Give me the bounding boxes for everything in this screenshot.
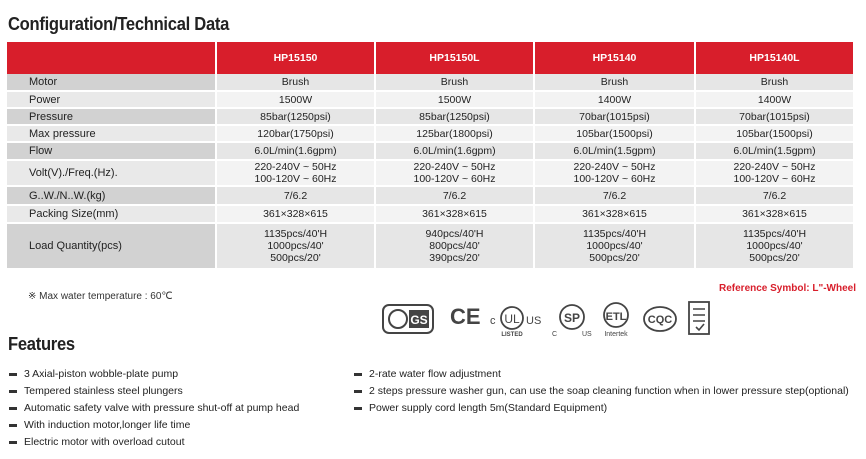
header-blank bbox=[7, 42, 216, 74]
spec-cell-line: 500pcs/20' bbox=[749, 252, 800, 264]
spec-row-label: Motor bbox=[7, 74, 216, 91]
feature-item bbox=[354, 400, 849, 417]
feature-text: Power supply cord length 5m(Standard Equipment) bbox=[369, 402, 608, 414]
spec-cell-line: 800pcs/40' bbox=[429, 240, 480, 252]
spec-cell-line: 500pcs/20' bbox=[589, 252, 640, 264]
spec-cell bbox=[695, 125, 854, 142]
svg-text:GS: GS bbox=[410, 313, 428, 327]
features-title: Features bbox=[8, 334, 75, 354]
spec-cell-line: Brush bbox=[440, 76, 469, 88]
spec-cell bbox=[216, 160, 375, 186]
feature-item bbox=[9, 400, 299, 417]
spec-cell-line: 70bar(1015psi) bbox=[739, 110, 810, 123]
spec-cell-line: 940pcs/40'H bbox=[425, 228, 484, 240]
spec-cell bbox=[375, 74, 534, 91]
spec-cell bbox=[534, 205, 695, 223]
spec-row bbox=[7, 91, 854, 108]
model-header: HP15150L bbox=[375, 42, 534, 74]
spec-cell bbox=[695, 74, 854, 91]
model-header: HP15150 bbox=[216, 42, 375, 74]
spec-row bbox=[7, 74, 854, 91]
svg-text:Intertek: Intertek bbox=[604, 331, 628, 338]
spec-cell bbox=[216, 108, 375, 125]
spec-cell-line: 7/6.2 bbox=[762, 189, 787, 202]
spec-cell-line: 100-120V ~ 60Hz bbox=[733, 173, 816, 185]
spec-cell-line: 361×328×615 bbox=[422, 208, 487, 220]
spec-cell bbox=[216, 125, 375, 142]
csa-mark-icon bbox=[548, 302, 596, 338]
spec-cell bbox=[534, 223, 695, 269]
features-list-right bbox=[354, 366, 849, 417]
spec-cell-line: 6.0L/min(1.6gpm) bbox=[413, 145, 496, 157]
spec-cell-line: 500pcs/20' bbox=[270, 252, 321, 264]
model-header: HP15140L bbox=[695, 42, 854, 74]
spec-row bbox=[7, 125, 854, 142]
spec-cell-line: 7/6.2 bbox=[442, 189, 467, 202]
features-list-left bbox=[9, 366, 299, 451]
bullet-dash-icon bbox=[354, 407, 362, 410]
bullet-dash-icon bbox=[9, 373, 17, 376]
svg-text:UL: UL bbox=[504, 312, 520, 326]
spec-cell bbox=[216, 74, 375, 91]
spec-cell bbox=[695, 142, 854, 160]
spec-row bbox=[7, 186, 854, 205]
feature-text: With induction motor,longer life time bbox=[24, 419, 191, 431]
svg-text:US: US bbox=[582, 331, 592, 338]
spec-cell-line: 105bar(1500psi) bbox=[736, 127, 813, 140]
spec-cell-line: 105bar(1500psi) bbox=[576, 127, 653, 140]
gs-mark-icon bbox=[382, 304, 434, 334]
spec-header-row bbox=[7, 42, 854, 74]
spec-cell-line: 220-240V ~ 50Hz bbox=[413, 161, 496, 173]
spec-cell bbox=[216, 223, 375, 269]
spec-cell-line: 1400W bbox=[597, 93, 632, 106]
spec-cell-line: 1400W bbox=[757, 93, 792, 106]
feature-item bbox=[9, 383, 299, 400]
spec-row-label: Packing Size(mm) bbox=[7, 205, 216, 223]
spec-body bbox=[7, 74, 854, 269]
rohs-mark-icon bbox=[688, 301, 710, 335]
spec-cell-line: 1000pcs/40' bbox=[267, 240, 324, 252]
svg-text:CQC: CQC bbox=[647, 314, 673, 326]
certification-logos bbox=[382, 300, 722, 340]
spec-cell-line: 1500W bbox=[437, 93, 472, 106]
spec-cell bbox=[375, 186, 534, 205]
spec-cell bbox=[216, 91, 375, 108]
spec-cell bbox=[375, 223, 534, 269]
cqc-mark-icon bbox=[642, 304, 678, 334]
spec-cell bbox=[695, 108, 854, 125]
feature-item bbox=[9, 417, 299, 434]
bullet-dash-icon bbox=[9, 441, 17, 444]
spec-row bbox=[7, 142, 854, 160]
bullet-dash-icon bbox=[9, 390, 17, 393]
spec-row-label: Pressure bbox=[7, 108, 216, 125]
spec-cell bbox=[534, 142, 695, 160]
reference-symbol: Reference Symbol: L"-Wheel bbox=[719, 283, 856, 294]
spec-row-label: Flow bbox=[7, 142, 216, 160]
feature-text: Tempered stainless steel plungers bbox=[24, 385, 183, 397]
svg-text:LISTED: LISTED bbox=[501, 332, 523, 338]
svg-text:c: c bbox=[490, 315, 496, 327]
spec-row-label: G..W./N..W.(kg) bbox=[7, 186, 216, 205]
spec-cell bbox=[216, 142, 375, 160]
spec-cell bbox=[375, 108, 534, 125]
spec-cell-line: 125bar(1800psi) bbox=[416, 127, 493, 140]
spec-cell bbox=[534, 108, 695, 125]
spec-row bbox=[7, 108, 854, 125]
spec-cell-line: 361×328×615 bbox=[582, 208, 647, 220]
feature-item bbox=[354, 366, 849, 383]
spec-cell-line: 85bar(1250psi) bbox=[260, 110, 331, 123]
spec-cell-line: 6.0L/min(1.5gpm) bbox=[573, 145, 656, 157]
config-title: Configuration/Technical Data bbox=[8, 14, 230, 34]
spec-cell bbox=[375, 160, 534, 186]
feature-text: Automatic safety valve with pressure shut-off at pump head bbox=[24, 402, 300, 414]
spec-cell-line: 1135pcs/40'H bbox=[263, 228, 328, 240]
spec-cell-line: 1135pcs/40'H bbox=[742, 228, 807, 240]
spec-cell-line: 100-120V ~ 60Hz bbox=[254, 173, 337, 185]
spec-cell bbox=[375, 125, 534, 142]
spec-cell-line: 6.0L/min(1.5gpm) bbox=[733, 145, 816, 157]
spec-row-label: Max pressure bbox=[7, 125, 216, 142]
spec-cell-line: 220-240V ~ 50Hz bbox=[733, 161, 816, 173]
spec-cell bbox=[375, 91, 534, 108]
spec-cell-line: 1000pcs/40' bbox=[746, 240, 803, 252]
spec-cell bbox=[534, 125, 695, 142]
spec-cell-line: 1500W bbox=[278, 93, 313, 106]
svg-text:US: US bbox=[526, 315, 542, 327]
spec-cell-line: 100-120V ~ 60Hz bbox=[573, 173, 656, 185]
spec-cell-line: 7/6.2 bbox=[283, 189, 308, 202]
spec-cell-line: 70bar(1015psi) bbox=[579, 110, 650, 123]
spec-cell bbox=[375, 142, 534, 160]
spec-cell bbox=[695, 186, 854, 205]
svg-text:SP: SP bbox=[563, 311, 581, 325]
feature-item bbox=[9, 434, 299, 451]
spec-cell-line: 361×328×615 bbox=[742, 208, 807, 220]
spec-cell-line: 6.0L/min(1.6gpm) bbox=[254, 145, 337, 157]
spec-cell bbox=[695, 223, 854, 269]
spec-cell bbox=[534, 74, 695, 91]
spec-cell-line: 120bar(1750psi) bbox=[257, 127, 334, 140]
svg-text:ETL: ETL bbox=[605, 311, 627, 323]
spec-cell-line: 220-240V ~ 50Hz bbox=[254, 161, 337, 173]
etl-intertek-icon bbox=[596, 300, 636, 340]
feature-text: Electric motor with overload cutout bbox=[24, 436, 185, 448]
bullet-dash-icon bbox=[9, 407, 17, 410]
ce-mark-icon: CE bbox=[450, 304, 481, 329]
spec-cell-line: Brush bbox=[760, 76, 789, 88]
spec-cell-line: 1135pcs/40'H bbox=[582, 228, 647, 240]
spec-cell-line: 390pcs/20' bbox=[429, 252, 480, 264]
model-header: HP15140 bbox=[534, 42, 695, 74]
feature-text: 2-rate water flow adjustment bbox=[369, 368, 501, 380]
spec-cell bbox=[695, 160, 854, 186]
spec-row-label: Load Quantity(pcs) bbox=[7, 223, 216, 269]
spec-cell bbox=[216, 186, 375, 205]
ul-listed-icon bbox=[488, 302, 544, 338]
spec-row bbox=[7, 160, 854, 186]
spec-table bbox=[7, 42, 855, 270]
svg-text:C: C bbox=[552, 331, 558, 338]
spec-cell bbox=[695, 205, 854, 223]
feature-item bbox=[9, 366, 299, 383]
feature-text: 2 steps pressure washer gun, can use the soap cleaning function when in lower pressure step(optional) bbox=[369, 385, 849, 397]
bullet-dash-icon bbox=[354, 390, 362, 393]
spec-cell bbox=[375, 205, 534, 223]
spec-row-label: Power bbox=[7, 91, 216, 108]
feature-item bbox=[354, 383, 849, 400]
spec-row bbox=[7, 223, 854, 269]
bullet-dash-icon bbox=[354, 373, 362, 376]
spec-cell-line: 361×328×615 bbox=[263, 208, 328, 220]
spec-cell-line: 7/6.2 bbox=[602, 189, 627, 202]
spec-cell bbox=[534, 186, 695, 205]
spec-cell bbox=[216, 205, 375, 223]
spec-cell bbox=[534, 91, 695, 108]
spec-cell-line: 220-240V ~ 50Hz bbox=[573, 161, 656, 173]
spec-cell bbox=[695, 91, 854, 108]
bullet-dash-icon bbox=[9, 424, 17, 427]
spec-cell-line: 100-120V ~ 60Hz bbox=[413, 173, 496, 185]
max-temp-note: ※ Max water temperature : 60℃ bbox=[28, 291, 173, 302]
spec-cell-line: Brush bbox=[281, 76, 310, 88]
spec-cell bbox=[534, 160, 695, 186]
spec-cell-line: 85bar(1250psi) bbox=[419, 110, 490, 123]
spec-cell-line: Brush bbox=[600, 76, 629, 88]
spec-cell-line: 1000pcs/40' bbox=[586, 240, 643, 252]
feature-text: 3 Axial-piston wobble-plate pump bbox=[24, 368, 179, 380]
spec-row-label: Volt(V)./Freq.(Hz). bbox=[7, 160, 216, 186]
spec-row bbox=[7, 205, 854, 223]
